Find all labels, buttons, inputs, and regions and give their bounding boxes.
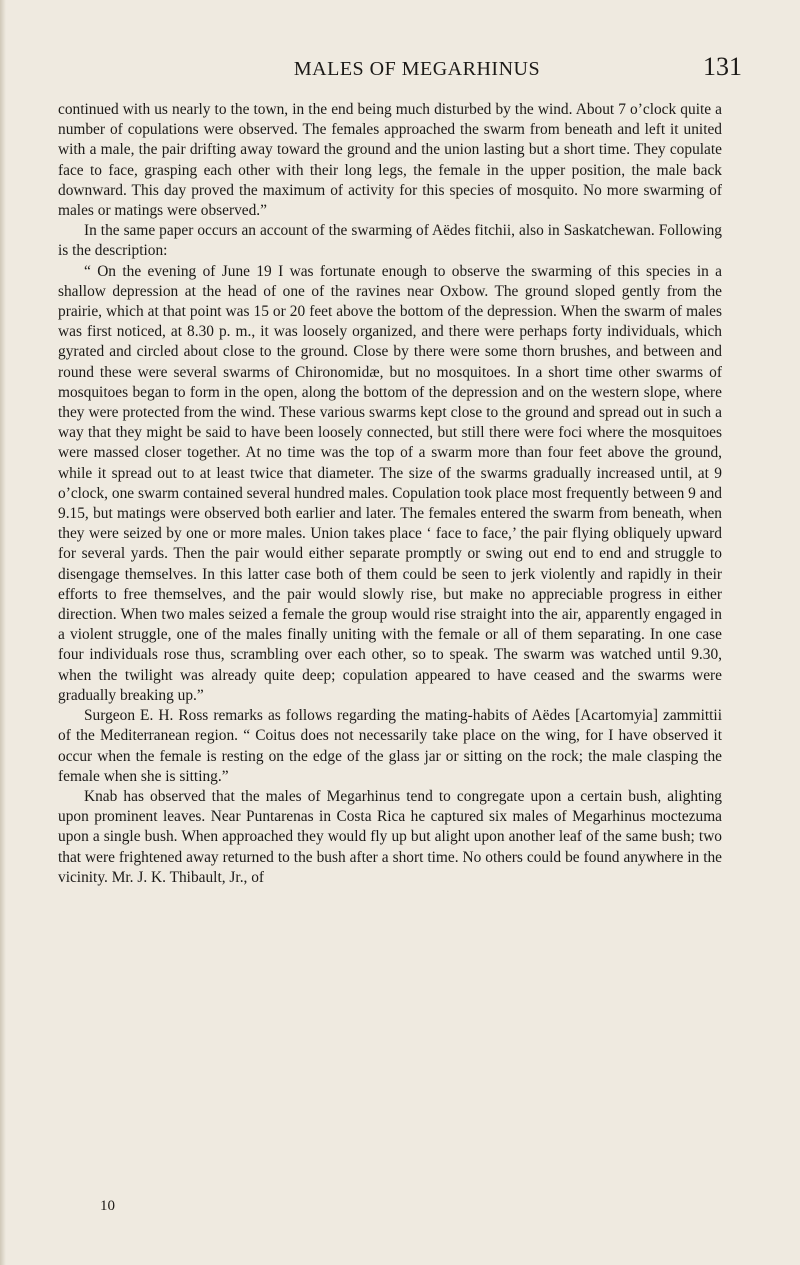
page-gutter-shadow (0, 0, 6, 1265)
running-head: MALES OF MEGARHINUS (293, 58, 541, 80)
page-header (92, 52, 742, 86)
page-number: 131 (703, 52, 742, 81)
body-text (58, 100, 722, 888)
paragraph-knab-observations: Knab has observed that the males of Megarhinus tend to congregate upon a certain bush, alighting upon prominent leaves. Near Puntarenas in Costa Rica he captured six males of Megarhinus moctezuma upon a single bush. When approached they would fly up but alight upon another leaf of the same bush; two that were frightened away returned to the bush after a short time. No others could be found anywhere in the vicinity. Mr. J. K. Thibault, Jr., of (58, 787, 722, 886)
paragraph-continued-quote: continued with us nearly to the town, in the end being much disturbed by the wind. About 7 o’clock quite a number of copulations were observed. The females approached the swarm from beneath and left it united with a male, the pair drifting away toward the ground and the union lasting but a short time. They copulate face to face, grasping each other with their long legs, the female in the upper position, the male back downward. This day proved the maximum of activity for this species of mosquito. No more swarming of males or matings were observed.” (58, 101, 722, 220)
paragraph-ross-remarks: Surgeon E. H. Ross remarks as follows regarding the mating-habits of Aëdes [Acartomyia] zammittii of the Mediterranean region. “ Coitus does not necessarily take place on the wing, for I have observed it occur when the female is resting on the edge of the glass jar or sitting on the rock; the male clasping the female when she is sitting.” (58, 707, 722, 785)
paragraph-aedes-fitchii-intro: In the same paper occurs an account of the swarming of Aëdes fitchii, also in Saskatchewan. Following is the description: (58, 222, 722, 260)
paragraph-oxbow-swarming-quote: “ On the evening of June 19 I was fortunate enough to observe the swarming of this species in a shallow depression at the head of one of the ravines near Oxbow. The ground sloped gently from the prairie, which at that point was 15 or 20 feet above the bottom of the depression. When the swarm of males was first noticed, at 8.30 p. m., it was loosely organized, and there were perhaps forty individuals, which gyrated and circled about close to the ground. Close by there were some thorn brushes, and between and round these were several swarms of Chironomidæ, but no mosquitoes. In a short time other swarms of mosquitoes began to form in the open, along the bottom of the depression and on the western slope, where they were protected from the wind. These various swarms kept close to the ground and spread out in such a way that they might be said to have been loosely connected, but still there were foci where the mosquitoes were massed closer together. At no time was the top of a swarm more than four feet above the ground, while it spread out to at least twice that diameter. The size of the swarms gradually increased until, at 9 o’clock, one swarm contained several hundred males. Copulation took place most frequently between 9 and 9.15, but matings were observed both earlier and later. The females entered the swarm from beneath, when they were seized by one or more males. Union takes place ‘ face to face,’ the pair flying obliquely upward for several yards. Then the pair would either separate promptly or swing out end to end and struggle to disengage themselves. In this latter case both of them could be seen to jerk violently and rapidly in their efforts to free themselves, and the pair would slowly rise, but make no appreciable progress in either direction. When two males seized a female the group would rise straight into the air, apparently engaged in a violent struggle, one of the males finally uniting with the female or all of them separating. In one case four individuals rose thus, scrambling over each other, so to speak. The swarm was watched until 9.30, when the twilight was already quite deep; copulation appeared to have ceased and the swarms were gradually breaking up.” (58, 262, 722, 704)
signature-mark: 10 (100, 1198, 115, 1214)
